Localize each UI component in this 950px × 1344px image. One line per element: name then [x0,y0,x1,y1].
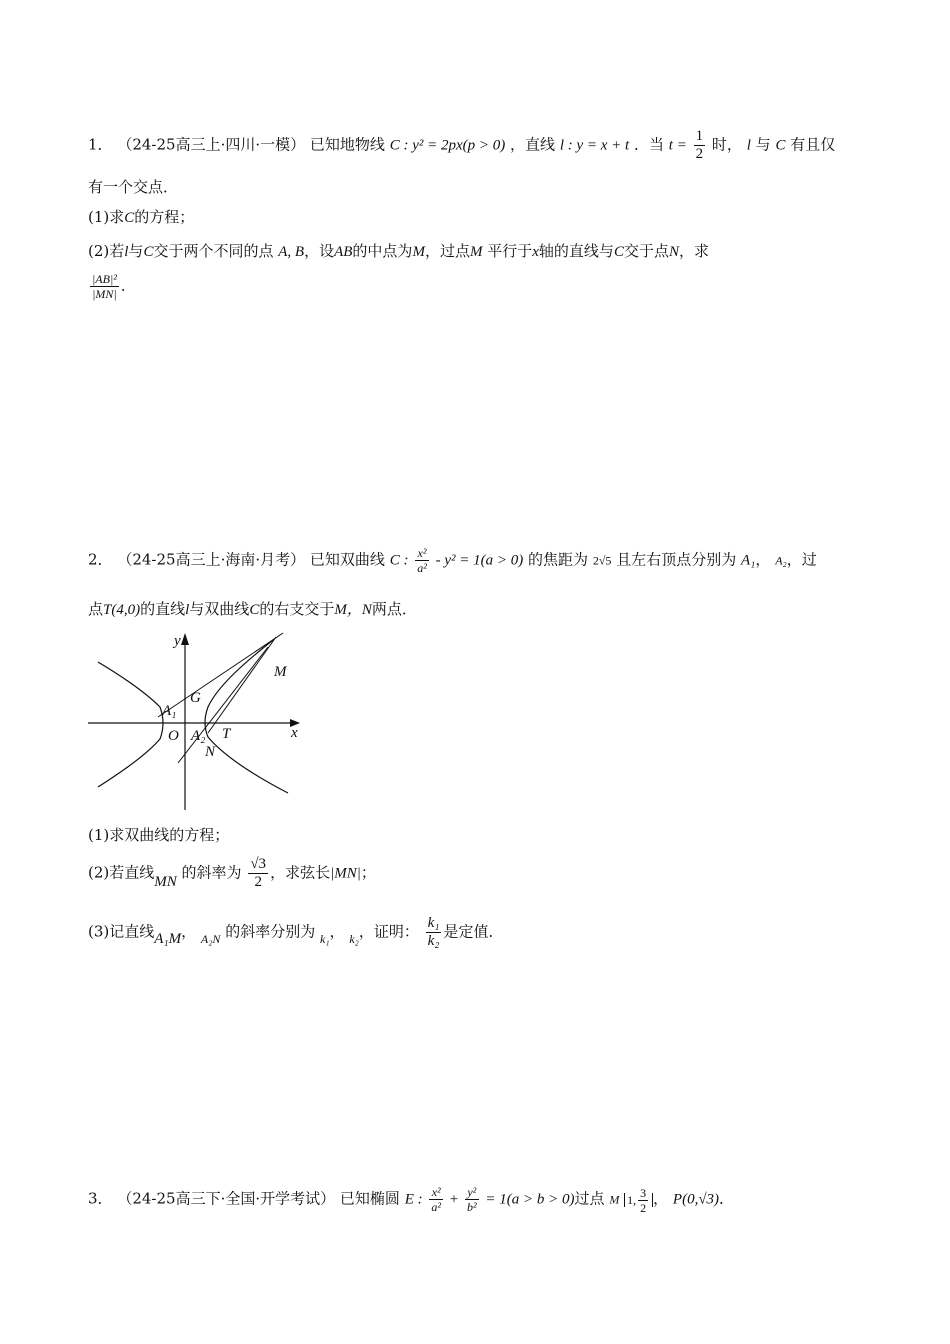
q1-stem-line2: 有一个交点． [88,178,179,196]
q2-focal-text: 的焦距为 [528,550,589,569]
q2-ratio-num: k₁ [427,915,440,931]
q1-ratio-end: ． [120,276,136,295]
q2-part3 [88,915,504,950]
q3-stem [88,1185,734,1215]
q3-f1-den: a² [431,1200,441,1214]
q2-ratio-fraction [426,915,442,950]
q2-part3-mid: 的斜率分别为 [225,922,316,941]
q2-part3-end: 是定值． [443,922,504,941]
q2-part1: (1)求双曲线的方程； [88,826,230,844]
q3-frac1 [429,1185,443,1214]
q1-part2-g: ，过点 [424,242,470,260]
q2-hyperbola-figure [88,625,318,815]
label-A1: A₁ [162,703,177,719]
q2-eq-rest: - y² = 1(a > 0) [435,552,524,569]
q2-part3-a2n: A₂N [200,931,221,946]
q1-ratio-den: |MN| [92,287,117,301]
q2-part2 [88,856,376,891]
q3-m-pre: M [609,1192,620,1207]
q1-part2-k: ，求 [678,242,709,260]
q2-part3-a1m: A₁M [154,930,182,947]
q1-l-var: l [746,137,751,154]
q2-a1: A₁ [741,552,756,569]
q1-parabola-cond: (p > 0) [462,137,506,154]
q1-line-word: ，直线 [510,135,556,154]
q1-part2-e: ，设 [304,242,335,260]
q2-line2-l: l [185,602,190,618]
q3-number: 3． [88,1189,113,1208]
q2-frac-den: a² [417,561,427,575]
q1-t-var: t = [668,137,687,154]
q2-focal-value: 2√5 [592,553,612,568]
q1-part2-abseg: AB [334,244,353,260]
q2-part3-pre: (3)记直线 [88,922,155,941]
hyperbola-right-branch [205,640,288,793]
label-O: O [168,728,179,744]
q1-line-eq: l : y = x + t [559,137,630,154]
label-M: M [274,664,287,680]
q2-part3-prove: ，证明： [358,922,419,941]
q1-intro: 已知地物线 [309,135,385,154]
q3-m-fraction [638,1186,648,1215]
q3-f1-num: x² [429,1185,443,1200]
q1-part2-h: 平行于 [487,242,533,260]
q1-t-fraction [694,128,706,163]
q1-t-num: 1 [695,128,704,144]
q2-k2: k₂ [349,931,359,946]
q2-t-point: T(4,0) [103,602,141,618]
q1-part2-n: N [668,244,679,260]
q3-m-x: 1, [627,1192,637,1207]
q3-m-num: 3 [640,1186,647,1201]
q1-part2-l: l [124,244,129,260]
q2-intro: 已知双曲线 [309,550,385,569]
q2-figure-svg [88,625,318,815]
q1-number: 1． [88,135,113,154]
q2-frac-num: x² [415,546,429,561]
q2-part2-mid: 的斜率为 [181,863,242,882]
q1-part1-pre: (1)求 [88,208,125,226]
q1-part2-j: 交于点 [623,242,669,260]
q1-t-den: 2 [695,146,704,162]
q1-part2-f: 的中点为 [352,242,413,260]
q1-part2-x: x [532,244,539,260]
q3-end: ． [719,1189,735,1208]
q3-e-var: E : [404,1191,423,1208]
q1-part2-i: 轴的直线与 [538,242,614,260]
q3-f2-den: b² [467,1200,477,1214]
q2-line2-b: 与双曲线 [189,600,250,618]
q1-parabola-eq: C : y² = 2px [389,137,463,154]
q3-through: 过点 [574,1189,605,1208]
q1-when: ．当 [634,135,665,154]
q3-m-coords [624,1186,653,1216]
q2-chord: |MN| [330,865,361,882]
q1-part1-post: 的方程； [134,208,195,226]
q2-through: ，过 [786,550,817,569]
q1-part2-c: C [143,244,154,260]
q2-k1: k₁ [320,931,330,946]
q1-ratio [88,272,136,301]
q2-a2: A₂ [775,553,787,568]
q1-part2-a: (2)若 [88,242,125,260]
q1-part2-c2: C [613,244,624,260]
q2-stem-line1 [88,546,817,575]
q2-part2-pre: (2)若直线 [88,863,155,882]
q2-number: 2． [88,550,113,569]
q1-stem-line1 [88,128,835,163]
q3-intro: 已知椭圆 [339,1189,400,1208]
q2-part2-mn: MN [154,873,177,890]
q1-time: 时， [711,135,742,154]
q2-slope-fraction [248,856,268,891]
q2-slope-num: √3 [250,856,267,872]
q1-c-var: C [775,137,786,154]
q1-part2-b: 与 [128,242,144,260]
hyperbola-left-branch [98,662,163,787]
q2-k-comma: ， [329,922,345,941]
q2-part2-end: ； [360,863,376,882]
q1-part1 [88,206,194,227]
q2-slope-den: 2 [254,874,262,890]
q3-m-den: 2 [640,1201,647,1216]
q1-part2-ab: A, B [278,244,305,260]
line-a2n [208,637,276,733]
q3-source: （24-25高三下·全国·开学考试） [117,1189,336,1208]
label-y: y [174,633,181,649]
q2-source: （24-25高三上·海南·月考） [117,550,306,569]
q1-part2-d: 交于两个不同的点 [153,242,274,260]
q1-ratio-fraction [90,272,119,301]
q2-ratio-den: k₂ [427,933,440,949]
q2-part3-comma: ， [181,922,197,941]
q2-line2-a: 的直线 [140,600,186,618]
q3-plus: + [449,1191,459,1208]
q1-source: （24-25高三上·四川·一模） [117,135,306,154]
q2-fraction [415,546,429,575]
q2-c-var: C : [389,552,409,569]
q2-stem-line2 [88,598,417,619]
q2-line2-d: 的右支交于 [259,600,335,618]
q2-vertices-text: 且左右顶点分别为 [616,550,737,569]
q1-part2-m: M [412,244,425,260]
label-T: T [222,726,231,742]
q3-p-point: P(0,√3) [672,1191,720,1208]
y-axis-arrow-icon [181,633,189,645]
label-A2: A₂ [191,728,206,744]
q1-part1-var: C [124,210,135,226]
q2-line2-c: C [249,602,260,618]
q3-f2-num: y² [465,1185,479,1200]
q1-tail: 有且仅 [790,135,836,154]
q1-ratio-num: |AB|² [92,272,117,286]
q2-line2-e: 两点． [371,600,417,618]
q2-part2-post: ，求弦长 [270,863,331,882]
q3-eq-rest: = 1(a > b > 0) [485,1191,575,1208]
q2-line2-pre: 点 [88,600,104,618]
q3-comma: ， [653,1189,669,1208]
q3-frac2 [465,1185,479,1214]
q2-line2-mn: M，N [334,602,372,618]
label-G: G [190,690,201,706]
label-x: x [291,725,298,741]
q2-comma1: ， [755,550,771,569]
q1-part2 [88,240,709,261]
q1-part2-m2: M [469,244,483,260]
q1-and: 与 [755,135,771,154]
label-N: N [205,744,216,760]
